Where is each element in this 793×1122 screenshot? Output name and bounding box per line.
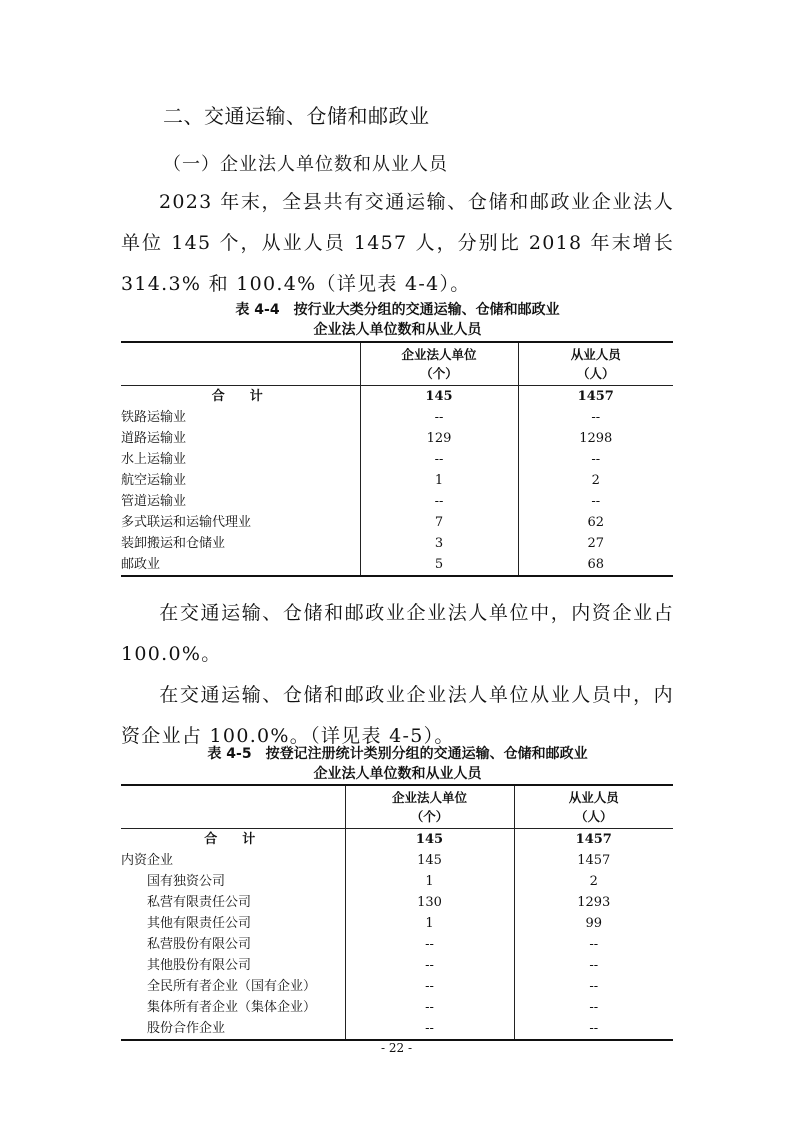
table-row [121, 934, 673, 955]
row-employees: -- [589, 1021, 599, 1036]
row-units: 1 [360, 470, 518, 491]
row-units: -- [360, 449, 518, 470]
header-employees-line2: （人） [574, 809, 613, 824]
caption-line2: 企业法人单位数和从业人员 [313, 766, 482, 782]
row-units: 145 [360, 386, 518, 408]
table-4-5-caption [121, 744, 674, 784]
table-row [121, 554, 673, 576]
table-row [121, 997, 673, 1018]
row-employees: 62 [587, 515, 605, 530]
header-employees [518, 342, 673, 386]
table-row [121, 892, 673, 913]
header-employees-line1: 从业人员 [568, 790, 619, 805]
table-row-total [121, 829, 673, 851]
row-label: 航空运输业 [121, 470, 360, 491]
row-employees: -- [591, 494, 601, 509]
row-employees: -- [589, 1000, 599, 1015]
paragraph-text: 在交通运输、仓储和邮政业企业法人单位从业人员中，内资企业占 100.0%。（详见表 4-5）。 [121, 684, 674, 747]
row-employees: -- [589, 979, 599, 994]
table-header-row [121, 785, 673, 829]
row-units: 129 [360, 428, 518, 449]
row-employees: 2 [589, 874, 598, 889]
row-units: 7 [360, 512, 518, 533]
table-4-5 [121, 784, 673, 1041]
row-label: 管道运输业 [121, 491, 360, 512]
row-label: 铁路运输业 [121, 407, 360, 428]
table-row [121, 533, 673, 554]
row-units: 145 [345, 829, 514, 851]
row-employees: -- [591, 410, 601, 425]
table-row [121, 428, 673, 449]
table-header-row [121, 342, 673, 386]
paragraph-text: 在交通运输、仓储和邮政业企业法人单位中，内资企业占 100.0%。 [121, 602, 674, 665]
header-units-line1: 企业法人单位 [391, 790, 467, 805]
row-employees: 99 [585, 916, 603, 931]
table-row-total [121, 386, 673, 408]
row-label: 其他有限责任公司 [121, 913, 345, 934]
subsection-title: （一）企业法人单位数和从业人员 [163, 154, 448, 175]
row-employees: 1293 [577, 895, 611, 910]
section-title: 二、交通运输、仓储和邮政业 [163, 104, 430, 128]
row-employees: 27 [587, 536, 605, 551]
table-row [121, 512, 673, 533]
row-employees: 1457 [577, 853, 611, 868]
row-label: 股份合作企业 [121, 1018, 345, 1040]
row-units: -- [345, 955, 514, 976]
header-units [360, 342, 518, 386]
table-row [121, 913, 673, 934]
row-units: 1 [345, 871, 514, 892]
table-4-4 [121, 341, 673, 577]
row-label: 全民所有者企业（国有企业） [121, 976, 345, 997]
header-units [345, 785, 514, 829]
row-label: 合 计 [121, 829, 345, 851]
row-label: 私营股份有限公司 [121, 934, 345, 955]
paragraph-text: 2023 年末，全县共有交通运输、仓储和邮政业企业法人单位 145 个，从业人员 1457 人，分别比 2018 年末增长 314.3% 和 100.4%（详见表 4-4）。 [121, 191, 674, 295]
row-units: 5 [360, 554, 518, 576]
page-number: - 22 - [380, 1041, 412, 1055]
row-label: 其他股份有限公司 [121, 955, 345, 976]
row-employees: 1298 [579, 431, 613, 446]
row-label: 邮政业 [121, 554, 360, 576]
row-employees: 1457 [575, 832, 612, 847]
row-label: 国有独资公司 [121, 871, 345, 892]
header-units-line2: （个） [420, 366, 458, 381]
header-units-line2: （个） [410, 809, 449, 824]
table-row [121, 407, 673, 428]
caption-line1: 表 4-5 按登记注册统计类别分组的交通运输、仓储和邮政业 [207, 746, 588, 762]
header-employees-line2: （人） [576, 366, 615, 381]
paragraph-intro [121, 182, 674, 305]
row-employees: -- [589, 937, 599, 952]
row-label: 水上运输业 [121, 449, 360, 470]
header-employees [514, 785, 673, 829]
row-label: 集体所有者企业（集体企业） [121, 997, 345, 1018]
table-row [121, 976, 673, 997]
row-units: 130 [345, 892, 514, 913]
caption-line2: 企业法人单位数和从业人员 [313, 322, 482, 338]
table-row [121, 871, 673, 892]
row-label: 道路运输业 [121, 428, 360, 449]
paragraph-domestic-units [121, 593, 674, 675]
row-employees: 1457 [577, 389, 614, 404]
header-blank [121, 785, 345, 829]
row-employees: -- [591, 452, 601, 467]
row-employees: 2 [591, 473, 600, 488]
header-blank [121, 342, 360, 386]
header-employees-line1: 从业人员 [570, 347, 621, 362]
row-label: 私营有限责任公司 [121, 892, 345, 913]
table-row [121, 449, 673, 470]
row-units: 3 [360, 533, 518, 554]
row-label: 合 计 [121, 386, 360, 408]
row-label: 装卸搬运和仓储业 [121, 533, 360, 554]
row-employees: 68 [587, 557, 605, 572]
row-units: 145 [345, 850, 514, 871]
row-label: 内资企业 [121, 850, 345, 871]
table-row [121, 470, 673, 491]
table-row [121, 491, 673, 512]
table-row [121, 955, 673, 976]
row-units: -- [360, 407, 518, 428]
table-row [121, 1018, 673, 1040]
table-row [121, 850, 673, 871]
row-units: 1 [345, 913, 514, 934]
row-units: -- [360, 491, 518, 512]
header-units-line1: 企业法人单位 [401, 347, 477, 362]
row-units: -- [345, 976, 514, 997]
row-units: -- [345, 997, 514, 1018]
row-label: 多式联运和运输代理业 [121, 512, 360, 533]
table-4-4-caption [121, 300, 674, 340]
caption-line1: 表 4-4 按行业大类分组的交通运输、仓储和邮政业 [235, 302, 560, 318]
row-units: -- [345, 934, 514, 955]
row-units: -- [345, 1018, 514, 1040]
row-employees: -- [589, 958, 599, 973]
